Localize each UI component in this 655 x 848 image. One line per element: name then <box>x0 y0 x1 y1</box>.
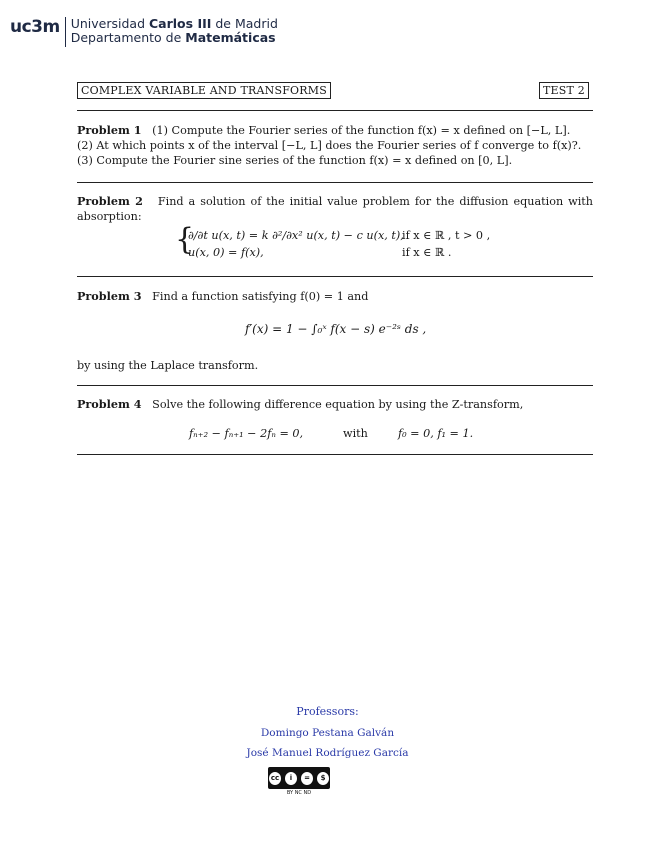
divider <box>77 276 593 277</box>
p4-initial-conditions: f₀ = 0, f₁ = 1. <box>398 427 474 440</box>
problem-4: Problem 4 Solve the following difference equation by using the Z-transform, <box>77 397 524 411</box>
problem-1-line-2: (2) At which points x of the interval [−L, L] does the Fourier series of f converge to f(x)?. <box>77 139 582 152</box>
p3-equation: f′(x) = 1 − ∫₀ˣ f(x − s) e⁻²ˢ ds , <box>245 322 427 336</box>
test-label: TEST 2 <box>539 82 589 99</box>
divider <box>77 110 593 111</box>
problem-1 <box>77 123 593 168</box>
system-brace: { <box>175 222 195 257</box>
university-name: Universidad Carlos III de Madrid <box>70 16 278 31</box>
problem-3-after: by using the Laplace transform. <box>77 359 259 372</box>
problem-1-line-1: Problem 1 (1) Compute the Fourier series of the function f(x) = x defined on [−L, L]. <box>77 123 571 137</box>
by-icon: i <box>284 771 298 786</box>
uc3m-logo: uc3m <box>10 17 66 47</box>
professor-1: Domingo Pestana Galván <box>260 727 395 739</box>
nc-icon: $ <box>316 771 330 786</box>
problem-1-line-3: (3) Compute the Fourier sine series of the function f(x) = x defined on [0, L]. <box>77 154 513 167</box>
problem-2: Problem 2 Find a solution of the initial value problem for the diffusion equation with absorption: <box>77 194 593 223</box>
p4-with: with <box>343 427 368 440</box>
p2-condition-2: if x ∈ ℝ . <box>402 246 452 259</box>
professors-heading: Professors: <box>296 705 359 718</box>
license-tags: BY NC ND <box>286 790 312 796</box>
p2-condition-1: if x ∈ ℝ , t > 0 , <box>402 229 491 242</box>
department-name: Departamento de Matemáticas <box>70 30 276 45</box>
nd-icon: = <box>300 771 314 786</box>
p4-equation: fₙ₊₂ − fₙ₊₁ − 2fₙ = 0, <box>189 427 304 440</box>
divider <box>77 182 593 183</box>
p2-equation-1: ∂/∂t u(x, t) = k ∂²/∂x² u(x, t) − c u(x, t), <box>188 229 404 242</box>
divider <box>77 385 593 386</box>
creative-commons-license-badge <box>268 767 330 789</box>
cc-icon: cc <box>268 771 282 786</box>
university-name-block <box>71 17 278 45</box>
divider <box>77 454 593 455</box>
university-header <box>10 17 278 47</box>
professor-2: José Manuel Rodríguez García <box>246 747 409 759</box>
course-title: COMPLEX VARIABLE AND TRANSFORMS <box>77 82 331 99</box>
problem-3: Problem 3 Find a function satisfying f(0) = 1 and <box>77 289 369 303</box>
p2-equation-2: u(x, 0) = f(x), <box>188 246 264 259</box>
